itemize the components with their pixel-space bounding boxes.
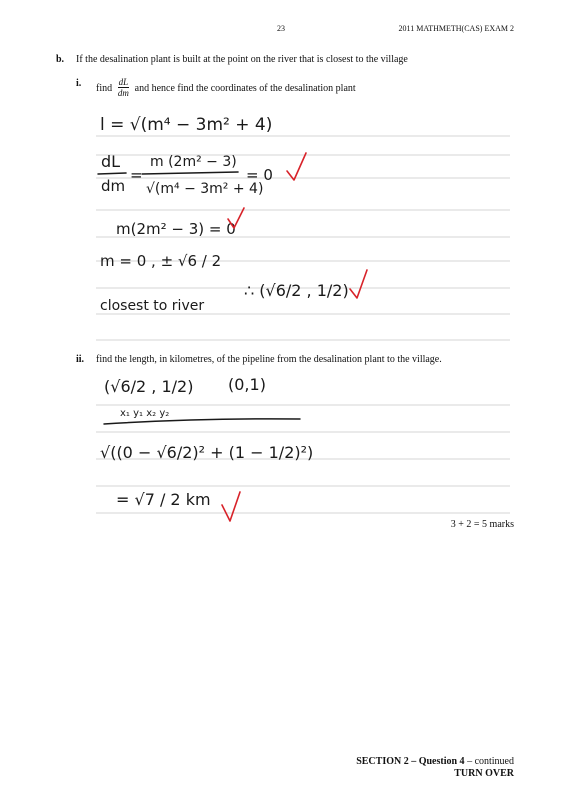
exam-title: 2011 MATHMETH(CAS) EXAM 2 <box>398 24 514 33</box>
part-ii-text: find the length, in kilometres, of the pipeline from the desalination plant to the village. <box>96 354 442 365</box>
question-b-text: If the desalination plant is built at the point on the river that is closest to the village <box>76 54 408 65</box>
handwritten-line-5 <box>100 270 367 314</box>
tick-mark-3 <box>350 270 367 298</box>
hw-line-5-left: closest to river <box>100 298 205 314</box>
hw-ii-underline <box>104 419 300 424</box>
tick-mark-1 <box>287 153 306 180</box>
handwritten-line-1 <box>100 115 272 135</box>
hw-ii-labels: x₁ y₁ x₂ y₂ <box>120 408 170 419</box>
hw-denominator: √(m⁴ − 3m² + 4) <box>146 181 264 197</box>
page-number: 23 <box>277 24 285 33</box>
hw-ii-point-b: (0,1) <box>228 375 266 394</box>
hw-line-1-text: l = √(m⁴ − 3m² + 4) <box>100 115 273 135</box>
hw-numerator: m (2m² − 3) <box>150 154 237 170</box>
part-i-text-after: and hence find the coordinates of the desalination plant <box>134 82 356 94</box>
svg-text:=: = <box>130 166 143 184</box>
handwritten-ii-line-3 <box>116 490 240 521</box>
hw-ii-point-a: (√6/2 , 1/2) <box>104 377 194 396</box>
hw-equals-zero: = 0 <box>246 166 273 184</box>
hw-dl: dL <box>101 152 121 171</box>
handwritten-line-3 <box>116 208 244 238</box>
fraction-denominator: dm <box>117 88 129 98</box>
footer-section-label: SECTION 2 – Question 4 <box>356 756 465 767</box>
part-i-label: i. <box>76 78 82 89</box>
fraction-numerator: dL <box>118 77 129 87</box>
question-b-label: b. <box>56 54 65 65</box>
handwritten-ii-line-2 <box>100 443 313 462</box>
footer-continued: – continued <box>464 756 514 767</box>
hw-line-3-text: m(2m² − 3) = 0 <box>116 220 236 238</box>
hw-line-5-right: ∴ (√6/2 , 1/2) <box>244 281 349 300</box>
hw-line-4-text: m = 0 , ± √6 / 2 <box>100 252 222 270</box>
part-i-text-before: find <box>96 82 113 94</box>
hw-ii-line-2-text: √((0 − √6/2)² + (1 − 1/2)²) <box>100 443 314 462</box>
marks-total: 3 + 2 = 5 marks <box>450 519 514 530</box>
handwritten-line-2 <box>98 152 306 197</box>
handwritten-line-4 <box>100 252 221 270</box>
footer-turn-over: TURN OVER <box>454 768 514 779</box>
handwritten-ii-line-1 <box>104 375 300 424</box>
hw-ii-line-3-text: = √7 / 2 km <box>116 490 211 509</box>
footer-section <box>356 756 514 767</box>
part-ii-label: ii. <box>76 354 85 365</box>
hw-dm: dm <box>101 177 126 195</box>
tick-mark-4 <box>222 492 240 521</box>
